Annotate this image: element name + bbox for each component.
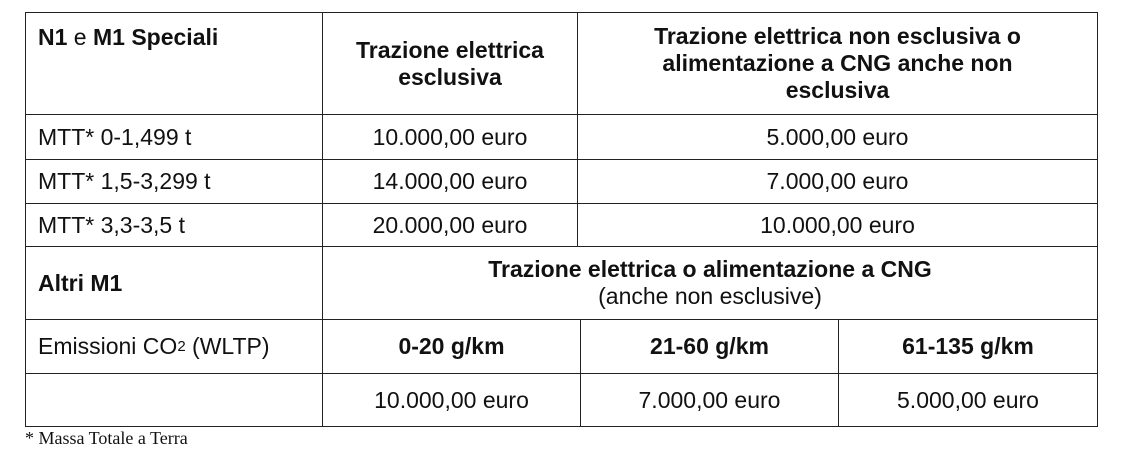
amount-cell — [578, 160, 1097, 203]
altri-m1-subtitle: (anche non esclusive) — [598, 283, 822, 309]
amount-text: 7.000,00 euro — [638, 386, 781, 413]
amount-cell — [323, 374, 580, 426]
emission-band — [581, 320, 838, 373]
amount-cell — [578, 115, 1097, 159]
amount-text: 5.000,00 euro — [766, 123, 909, 150]
altri-m1-label — [26, 247, 322, 319]
column-header-non-exclusive-label: Trazione elettrica non esclusiva o alimentazione a CNG anche non esclusiva — [654, 23, 1021, 103]
altri-m1-title: Trazione elettrica o alimentazione a CNG — [488, 256, 932, 282]
amount-cell — [323, 204, 577, 246]
amount-cell — [839, 374, 1097, 426]
emissions-label-subscript: 2 — [177, 338, 186, 355]
corner-label-n1: N1 — [38, 23, 68, 50]
emissions-label-suffix: (WLTP) — [185, 333, 270, 359]
altri-m1-label-text: Altri M1 — [38, 269, 123, 296]
row-label-text: MTT* 3,3-3,5 t — [38, 211, 185, 238]
corner-label-e: e — [67, 23, 93, 50]
column-header-exclusive-electric — [323, 13, 577, 114]
emissions-label-prefix: Emissioni CO — [38, 333, 178, 359]
corner-label-m1: M1 Speciali — [92, 23, 219, 50]
emission-band-text: 0-20 g/km — [398, 333, 505, 359]
row-label — [26, 204, 322, 246]
amount-text: 10.000,00 euro — [374, 386, 529, 413]
row-label-text: MTT* 1,5-3,299 t — [38, 168, 211, 194]
amount-text: 20.000,00 euro — [372, 211, 528, 238]
emission-band-text: 61-135 g/km — [902, 333, 1034, 359]
amount-cell — [581, 374, 838, 426]
column-header-exclusive-electric-label: Trazione elettrica esclusiva — [356, 36, 544, 90]
column-header-non-exclusive — [578, 13, 1097, 114]
emission-band-text: 21-60 g/km — [650, 333, 769, 359]
empty-cell — [26, 374, 322, 426]
amount-cell — [578, 204, 1097, 246]
amount-text: 14.000,00 euro — [372, 168, 528, 194]
amount-text: 10.000,00 euro — [372, 123, 528, 150]
incentive-table — [25, 12, 1098, 427]
row-label-text: MTT* 0-1,499 t — [38, 123, 192, 150]
corner-header — [26, 13, 322, 61]
row-label — [26, 115, 322, 159]
emission-band — [839, 320, 1097, 373]
amount-text: 7.000,00 euro — [766, 168, 909, 194]
amount-text: 5.000,00 euro — [897, 386, 1039, 413]
footnote: * Massa Totale a Terra — [25, 428, 188, 448]
amount-cell — [323, 115, 577, 159]
row-label — [26, 160, 322, 203]
amount-cell — [323, 160, 577, 203]
amount-text: 10.000,00 euro — [760, 211, 915, 238]
altri-m1-header — [323, 247, 1097, 319]
emission-band — [323, 320, 580, 373]
emissions-label — [26, 320, 322, 373]
